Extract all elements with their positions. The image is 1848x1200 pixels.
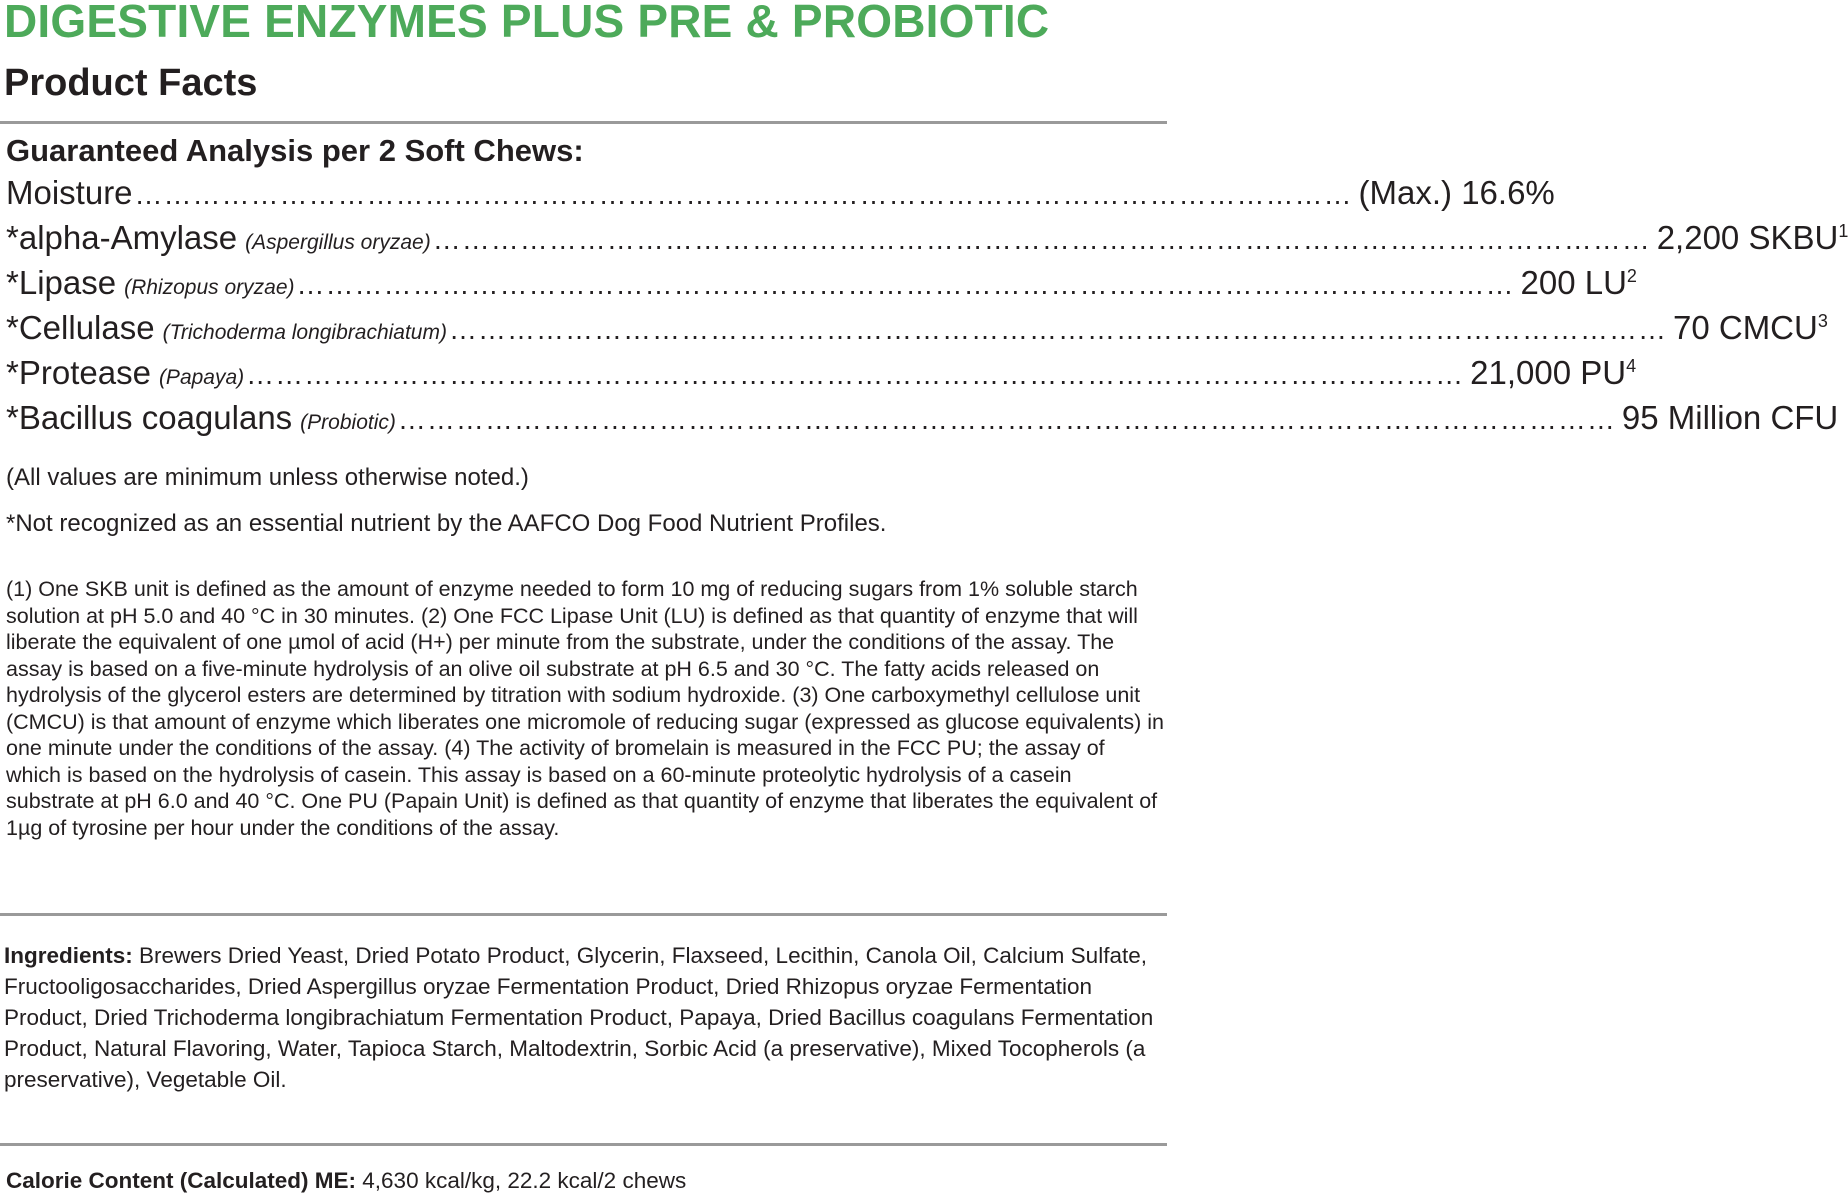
calorie-label: Calorie Content (Calculated) ME: xyxy=(6,1168,357,1193)
nutrient-name: Moisture xyxy=(6,174,133,211)
minimum-values-note: (All values are minimum unless otherwise noted.) xyxy=(6,464,529,491)
nutrient-value: (Max.) 16.6% xyxy=(1358,174,1555,211)
dot-leader: ……………………………………………………………………………………………………………… xyxy=(246,359,1465,390)
divider xyxy=(0,121,1167,124)
calorie-values: 4,630 kcal/kg, 22.2 kcal/2 chews xyxy=(356,1168,687,1193)
product-title: DIGESTIVE ENZYMES PLUS PRE & PROBIOTIC xyxy=(4,0,1050,47)
dot-leader: ……………………………………………………………………………………………………………… xyxy=(397,404,1616,435)
analysis-row xyxy=(6,399,1839,443)
nutrient-name: *Lipase xyxy=(6,264,117,301)
nutrient-source: (Trichoderma longibrachiatum) xyxy=(162,321,447,344)
dot-leader: ……………………………………………………………………………………………………………… xyxy=(448,314,1667,345)
analysis-row xyxy=(6,264,1637,308)
nutrient-source: (Probiotic) xyxy=(300,411,396,434)
analysis-row xyxy=(6,174,1555,218)
analysis-row xyxy=(6,219,1848,263)
calorie-content xyxy=(6,1168,686,1194)
aafco-note: *Not recognized as an essential nutrient by the AAFCO Dog Food Nutrient Profiles. xyxy=(6,510,887,537)
section-title: Product Facts xyxy=(4,62,258,104)
ingredients-list: Brewers Dried Yeast, Dried Potato Product, Glycerin, Flaxseed, Lecithin, Canola Oil, Calcium Sulfate, Fructooligosaccharides, Dried Aspergillus oryzae Fermentation Product, Dried Rhizopus oryzae Fermentation Product, Dried Trichoderma longibrachiatum Fermentation Product, Papaya, Dried Bacillus coagulans Fermentation Product, Natural Flavoring, Water, Tapioca Starch, Maltodextrin, Sorbic Acid (a preservative), Mixed Tocopherols (a preservative), Vegetable Oil. xyxy=(4,943,1154,1092)
analysis-row xyxy=(6,309,1828,353)
nutrient-value: 95 Million CFU xyxy=(1621,399,1839,436)
nutrient-name: *Bacillus coagulans xyxy=(6,399,293,436)
nutrient-name: *alpha-Amylase xyxy=(6,219,238,256)
dot-leader: ……………………………………………………………………………………………………………… xyxy=(432,224,1651,255)
nutrient-value: 2,200 SKBU$^1$ xyxy=(1656,219,1848,256)
divider xyxy=(0,913,1167,916)
analysis-row xyxy=(6,354,1637,398)
nutrient-source: (Papaya) xyxy=(158,366,245,389)
nutrient-source: (Aspergillus oryzae) xyxy=(245,231,431,254)
nutrient-value: 70 CMCU$^3$ xyxy=(1672,309,1828,346)
nutrient-value: 200 $LU^2$ xyxy=(1520,264,1637,301)
ingredients-label: Ingredients: xyxy=(4,943,133,968)
nutrient-name: *Cellulase xyxy=(6,309,155,346)
guaranteed-analysis-heading: Guaranteed Analysis per 2 Soft Chews: xyxy=(6,133,584,168)
nutrient-value: 21,000 $PU^4$ xyxy=(1470,354,1637,391)
nutrient-name: *Protease xyxy=(6,354,151,391)
dot-leader: ……………………………………………………………………………………………………………… xyxy=(134,179,1353,210)
nutrient-source: (Rhizopus oryzae) xyxy=(124,276,295,299)
divider xyxy=(0,1143,1167,1146)
dot-leader: ……………………………………………………………………………………………………………… xyxy=(296,269,1515,300)
unit-definitions-footnotes: (1) One SKB unit is defined as the amount of enzyme needed to form 10 mg of reducing sugars from 1% soluble starch solution at pH 5.0 and 40 °C in 30 minutes. (2) One FCC Lipase Unit (LU) is defined as that quantity of enzyme that will liberate the equivalent of one µmol of acid (H+) per minute from the substrate, under the conditions of the assay. The assay is based on a five-minute hydrolysis of an olive oil substrate at pH 6.5 and 30 °C. The fatty acids released on hydrolysis of the glycerol esters are determined by titration with sodium hydroxide. (3) One carboxymethyl cellulose unit (CMCU) is that amount of enzyme which liberates one micromole of reducing sugar (expressed as glucose equivalents) in one minute under the conditions of the assay. (4) The activity of bromelain is measured in the FCC PU; the assay of which is based on the hydrolysis of casein. This assay is based on a 60-minute proteolytic hydrolysis of a casein substrate at pH 6.0 and 40 °C. One PU (Papain Unit) is defined as that quantity of enzyme that liberates the equivalent of 1µg of tyrosine per hour under the conditions of the assay. xyxy=(6,577,1164,840)
ingredients-paragraph xyxy=(4,940,1164,1095)
